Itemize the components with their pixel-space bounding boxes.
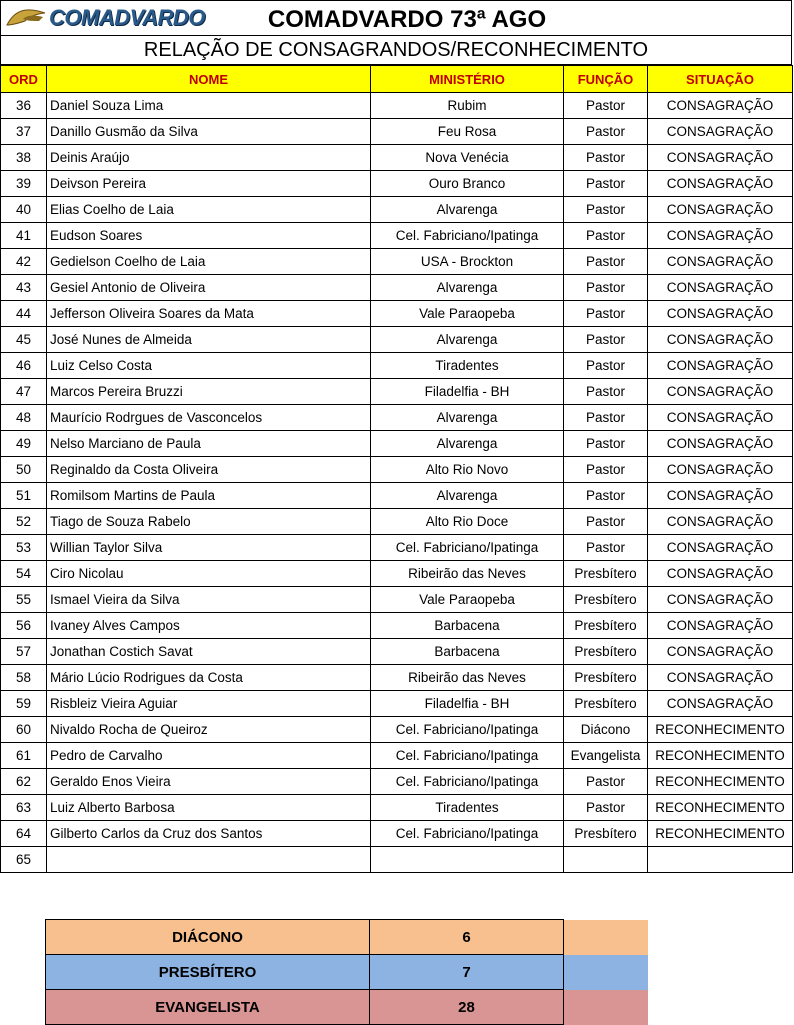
row-ministerio[interactable]: Cel. Fabriciano/Ipatinga [371, 535, 564, 561]
title-bar [0, 0, 792, 36]
row-ord[interactable]: 47 [1, 379, 47, 405]
row-situacao[interactable]: CONSAGRAÇÃO [648, 171, 793, 197]
row-situacao[interactable]: CONSAGRAÇÃO [648, 301, 793, 327]
table-row [1, 639, 793, 665]
summary-color-cell [564, 955, 648, 990]
row-situacao[interactable]: CONSAGRAÇÃO [648, 639, 793, 665]
row-ministerio[interactable]: Alvarenga [371, 405, 564, 431]
row-ministerio[interactable]: USA - Brockton [371, 249, 564, 275]
row-nome[interactable] [47, 847, 371, 873]
page-subtitle: RELAÇÃO DE CONSAGRANDOS/RECONHECIMENTO [0, 36, 792, 65]
row-nome[interactable]: Eudson Soares [47, 223, 371, 249]
table-header-row [1, 66, 793, 93]
row-ord[interactable]: 50 [1, 457, 47, 483]
summary-table [45, 919, 648, 1025]
table-row [1, 119, 793, 145]
row-ord[interactable]: 62 [1, 769, 47, 795]
row-ord[interactable]: 36 [1, 93, 47, 119]
summary-value[interactable]: 28 [370, 990, 564, 1025]
row-ord[interactable]: 45 [1, 327, 47, 353]
row-situacao[interactable]: CONSAGRAÇÃO [648, 249, 793, 275]
row-situacao[interactable]: CONSAGRAÇÃO [648, 93, 793, 119]
row-nome[interactable]: Nelso Marciano de Paula [47, 431, 371, 457]
row-nome[interactable]: Romilsom Martins de Paula [47, 483, 371, 509]
row-funcao[interactable]: Presbítero [564, 561, 648, 587]
row-ord[interactable]: 37 [1, 119, 47, 145]
row-ministerio[interactable]: Ouro Branco [371, 171, 564, 197]
row-nome[interactable]: Geraldo Enos Vieira [47, 769, 371, 795]
table-row [1, 457, 793, 483]
row-nome[interactable]: Gilberto Carlos da Cruz dos Santos [47, 821, 371, 847]
row-ord[interactable]: 46 [1, 353, 47, 379]
row-funcao[interactable]: Pastor [564, 431, 648, 457]
row-nome[interactable]: Nivaldo Rocha de Queiroz [47, 717, 371, 743]
row-funcao[interactable]: Presbítero [564, 587, 648, 613]
row-ord[interactable]: 57 [1, 639, 47, 665]
row-situacao[interactable]: RECONHECIMENTO [648, 769, 793, 795]
row-ord[interactable]: 39 [1, 171, 47, 197]
row-funcao[interactable]: Presbítero [564, 639, 648, 665]
summary-color-cell [564, 920, 648, 955]
row-nome[interactable]: Pedro de Carvalho [47, 743, 371, 769]
candidates-table [0, 65, 793, 873]
row-situacao[interactable]: CONSAGRAÇÃO [648, 535, 793, 561]
row-situacao[interactable]: CONSAGRAÇÃO [648, 509, 793, 535]
logo-text: COMADVARDO [49, 5, 205, 30]
row-ministerio[interactable]: Alto Rio Novo [371, 457, 564, 483]
row-situacao[interactable]: CONSAGRAÇÃO [648, 119, 793, 145]
table-row [1, 249, 793, 275]
row-ord[interactable]: 51 [1, 483, 47, 509]
row-funcao[interactable]: Pastor [564, 197, 648, 223]
row-funcao[interactable]: Pastor [564, 301, 648, 327]
summary-row [46, 920, 648, 955]
summary-label[interactable]: PRESBÍTERO [46, 955, 370, 990]
row-ministerio[interactable] [371, 847, 564, 873]
row-ord[interactable]: 61 [1, 743, 47, 769]
row-ord[interactable]: 56 [1, 613, 47, 639]
row-nome[interactable]: Willian Taylor Silva [47, 535, 371, 561]
row-nome[interactable]: Jonathan Costich Savat [47, 639, 371, 665]
table-row [1, 197, 793, 223]
column-header-situacao: SITUAÇÃO [648, 66, 793, 93]
row-ministerio[interactable]: Ribeirão das Neves [371, 665, 564, 691]
row-ord[interactable]: 52 [1, 509, 47, 535]
table-row [1, 769, 793, 795]
row-ministerio[interactable]: Rubim [371, 93, 564, 119]
row-situacao[interactable]: RECONHECIMENTO [648, 743, 793, 769]
summary-row [46, 990, 648, 1025]
row-nome[interactable]: Maurício Rodrgues de Vasconcelos [47, 405, 371, 431]
table-row [1, 275, 793, 301]
row-situacao[interactable]: RECONHECIMENTO [648, 821, 793, 847]
table-row [1, 665, 793, 691]
table-row [1, 509, 793, 535]
row-ministerio[interactable]: Filadelfia - BH [371, 379, 564, 405]
row-ministerio[interactable]: Vale Paraopeba [371, 301, 564, 327]
row-ministerio[interactable]: Filadelfia - BH [371, 691, 564, 717]
table-row [1, 301, 793, 327]
table-body [1, 93, 793, 873]
row-nome[interactable]: Elias Coelho de Laia [47, 197, 371, 223]
row-nome[interactable]: Ivaney Alves Campos [47, 613, 371, 639]
row-nome[interactable]: Tiago de Souza Rabelo [47, 509, 371, 535]
row-situacao[interactable]: CONSAGRAÇÃO [648, 431, 793, 457]
row-ministerio[interactable]: Vale Paraopeba [371, 587, 564, 613]
row-ministerio[interactable]: Cel. Fabriciano/Ipatinga [371, 743, 564, 769]
row-ministerio[interactable]: Ribeirão das Neves [371, 561, 564, 587]
table-row [1, 93, 793, 119]
row-ministerio[interactable]: Barbacena [371, 639, 564, 665]
summary-color-cell [564, 990, 648, 1025]
table-row [1, 327, 793, 353]
row-situacao[interactable]: CONSAGRAÇÃO [648, 197, 793, 223]
row-nome[interactable]: Deinis Araújo [47, 145, 371, 171]
row-nome[interactable]: Ismael Vieira da Silva [47, 587, 371, 613]
row-ministerio[interactable]: Tiradentes [371, 353, 564, 379]
row-ministerio[interactable]: Cel. Fabriciano/Ipatinga [371, 821, 564, 847]
row-funcao[interactable]: Pastor [564, 249, 648, 275]
row-funcao[interactable]: Pastor [564, 327, 648, 353]
table-row [1, 587, 793, 613]
row-ministerio[interactable]: Cel. Fabriciano/Ipatinga [371, 223, 564, 249]
row-ord[interactable]: 59 [1, 691, 47, 717]
row-ministerio[interactable]: Alvarenga [371, 327, 564, 353]
column-header-nome: NOME [47, 66, 371, 93]
column-header-ministerio: MINISTÉRIO [371, 66, 564, 93]
row-ord[interactable]: 48 [1, 405, 47, 431]
row-funcao[interactable]: Pastor [564, 275, 648, 301]
row-ministerio[interactable]: Nova Venécia [371, 145, 564, 171]
row-funcao[interactable]: Presbítero [564, 665, 648, 691]
row-funcao[interactable]: Pastor [564, 379, 648, 405]
summary-label[interactable]: DIÁCONO [46, 920, 370, 955]
row-nome[interactable]: Danillo Gusmão da Silva [47, 119, 371, 145]
table-row [1, 483, 793, 509]
row-nome[interactable]: José Nunes de Almeida [47, 327, 371, 353]
row-ministerio[interactable]: Alvarenga [371, 197, 564, 223]
row-ministerio[interactable]: Alto Rio Doce [371, 509, 564, 535]
row-situacao[interactable]: CONSAGRAÇÃO [648, 561, 793, 587]
row-funcao[interactable]: Presbítero [564, 821, 648, 847]
row-nome[interactable]: Deivson Pereira [47, 171, 371, 197]
row-ministerio[interactable]: Feu Rosa [371, 119, 564, 145]
row-situacao[interactable]: CONSAGRAÇÃO [648, 275, 793, 301]
row-funcao[interactable]: Pastor [564, 119, 648, 145]
row-funcao[interactable]: Pastor [564, 405, 648, 431]
row-situacao[interactable]: CONSAGRAÇÃO [648, 665, 793, 691]
row-ord[interactable]: 44 [1, 301, 47, 327]
row-ord[interactable]: 55 [1, 587, 47, 613]
row-ord[interactable]: 41 [1, 223, 47, 249]
row-situacao[interactable]: CONSAGRAÇÃO [648, 379, 793, 405]
row-ord[interactable]: 54 [1, 561, 47, 587]
row-ord[interactable]: 42 [1, 249, 47, 275]
row-ord[interactable]: 58 [1, 665, 47, 691]
row-situacao[interactable] [648, 847, 793, 873]
row-situacao[interactable]: CONSAGRAÇÃO [648, 327, 793, 353]
row-situacao[interactable]: CONSAGRAÇÃO [648, 483, 793, 509]
row-ord[interactable]: 63 [1, 795, 47, 821]
row-ord[interactable]: 38 [1, 145, 47, 171]
row-ord[interactable]: 65 [1, 847, 47, 873]
summary-row [46, 955, 648, 990]
row-funcao[interactable]: Evangelista [564, 743, 648, 769]
table-row [1, 145, 793, 171]
summary-body [46, 920, 648, 1025]
row-funcao[interactable]: Pastor [564, 353, 648, 379]
row-situacao[interactable]: CONSAGRAÇÃO [648, 353, 793, 379]
row-ord[interactable]: 49 [1, 431, 47, 457]
table-row [1, 379, 793, 405]
row-ministerio[interactable]: Tiradentes [371, 795, 564, 821]
summary-value[interactable]: 7 [370, 955, 564, 990]
row-situacao[interactable]: CONSAGRAÇÃO [648, 613, 793, 639]
row-situacao[interactable]: CONSAGRAÇÃO [648, 223, 793, 249]
row-situacao[interactable]: CONSAGRAÇÃO [648, 587, 793, 613]
row-ministerio[interactable]: Alvarenga [371, 483, 564, 509]
row-nome[interactable]: Risbleiz Vieira Aguiar [47, 691, 371, 717]
row-funcao[interactable]: Presbítero [564, 613, 648, 639]
row-ord[interactable]: 64 [1, 821, 47, 847]
row-ord[interactable]: 43 [1, 275, 47, 301]
row-situacao[interactable]: RECONHECIMENTO [648, 795, 793, 821]
column-header-ord: ORD [1, 66, 47, 93]
row-funcao[interactable] [564, 847, 648, 873]
row-funcao[interactable]: Pastor [564, 483, 648, 509]
row-nome[interactable]: Ciro Nicolau [47, 561, 371, 587]
row-funcao[interactable]: Presbítero [564, 691, 648, 717]
row-situacao[interactable]: RECONHECIMENTO [648, 717, 793, 743]
row-nome[interactable]: Mário Lúcio Rodrigues da Costa [47, 665, 371, 691]
table-row [1, 535, 793, 561]
row-funcao[interactable]: Pastor [564, 509, 648, 535]
row-ministerio[interactable]: Alvarenga [371, 431, 564, 457]
row-ministerio[interactable]: Alvarenga [371, 275, 564, 301]
table-row [1, 847, 793, 873]
table-row [1, 717, 793, 743]
row-nome[interactable]: Gedielson Coelho de Laia [47, 249, 371, 275]
summary-value[interactable]: 6 [370, 920, 564, 955]
row-funcao[interactable]: Diácono [564, 717, 648, 743]
table-row [1, 613, 793, 639]
row-situacao[interactable]: CONSAGRAÇÃO [648, 145, 793, 171]
table-row [1, 223, 793, 249]
table-row [1, 353, 793, 379]
row-funcao[interactable]: Pastor [564, 223, 648, 249]
column-header-funcao: FUNÇÃO [564, 66, 648, 93]
table-row [1, 431, 793, 457]
row-funcao[interactable]: Pastor [564, 769, 648, 795]
table-row [1, 171, 793, 197]
table-row [1, 691, 793, 717]
row-ord[interactable]: 60 [1, 717, 47, 743]
row-nome[interactable]: Luiz Celso Costa [47, 353, 371, 379]
summary-label[interactable]: EVANGELISTA [46, 990, 370, 1025]
row-ministerio[interactable]: Cel. Fabriciano/Ipatinga [371, 717, 564, 743]
table-row [1, 405, 793, 431]
page-title: COMADVARDO 73ª AGO [267, 6, 547, 33]
row-nome[interactable]: Gesiel Antonio de Oliveira [47, 275, 371, 301]
row-ord[interactable]: 53 [1, 535, 47, 561]
row-situacao[interactable]: CONSAGRAÇÃO [648, 405, 793, 431]
row-funcao[interactable]: Pastor [564, 171, 648, 197]
table-row [1, 821, 793, 847]
row-nome[interactable]: Luiz Alberto Barbosa [47, 795, 371, 821]
row-funcao[interactable]: Pastor [564, 795, 648, 821]
row-funcao[interactable]: Pastor [564, 145, 648, 171]
table-row [1, 743, 793, 769]
table-row [1, 561, 793, 587]
row-situacao[interactable]: CONSAGRAÇÃO [648, 691, 793, 717]
row-nome[interactable]: Marcos Pereira Bruzzi [47, 379, 371, 405]
row-situacao[interactable]: CONSAGRAÇÃO [648, 457, 793, 483]
row-funcao[interactable]: Pastor [564, 457, 648, 483]
row-funcao[interactable]: Pastor [564, 93, 648, 119]
row-ord[interactable]: 40 [1, 197, 47, 223]
row-nome[interactable]: Daniel Souza Lima [47, 93, 371, 119]
row-funcao[interactable]: Pastor [564, 535, 648, 561]
row-ministerio[interactable]: Cel. Fabriciano/Ipatinga [371, 769, 564, 795]
table-row [1, 795, 793, 821]
row-ministerio[interactable]: Barbacena [371, 613, 564, 639]
row-nome[interactable]: Reginaldo da Costa Oliveira [47, 457, 371, 483]
row-nome[interactable]: Jefferson Oliveira Soares da Mata [47, 301, 371, 327]
